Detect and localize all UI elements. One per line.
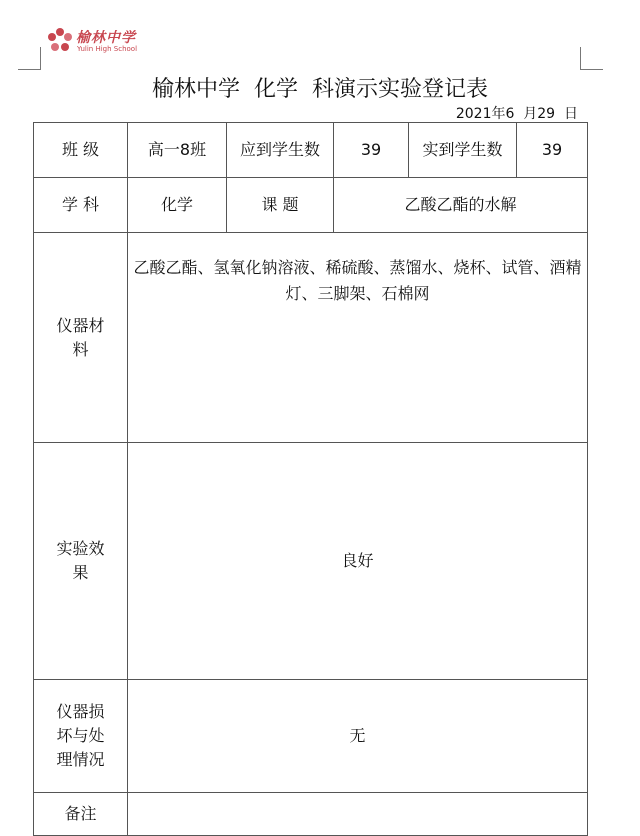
actual-students-value: 39 xyxy=(517,123,588,178)
damage-value: 无 xyxy=(128,680,588,793)
expected-students-value: 39 xyxy=(334,123,409,178)
flower-logo-icon xyxy=(46,26,74,54)
remarks-value xyxy=(128,793,588,836)
effect-value: 良好 xyxy=(128,443,588,680)
logo-school-english: Yulin High School xyxy=(77,45,138,53)
class-label: 班 级 xyxy=(34,123,128,178)
margin-corner-mark-left xyxy=(18,47,41,70)
form-row-materials xyxy=(34,233,588,443)
form-row-remarks xyxy=(34,793,588,836)
form-row-class xyxy=(34,123,588,178)
actual-students-label: 实到学生数 xyxy=(409,123,517,178)
subject-label: 学 科 xyxy=(34,178,128,233)
form-row-effect xyxy=(34,443,588,680)
record-date: 2021年6 月29 日 xyxy=(455,106,578,122)
page-title: 榆林中学 化学 科演示实验登记表 xyxy=(152,77,488,102)
damage-label: 仪器损坏与处理情况 xyxy=(56,702,105,769)
topic-label: 课 题 xyxy=(227,178,334,233)
materials-label-cell xyxy=(34,233,128,443)
expected-students-label: 应到学生数 xyxy=(227,123,334,178)
registration-form-table xyxy=(33,122,588,836)
class-value: 高一8班 xyxy=(128,123,227,178)
damage-label-cell xyxy=(34,680,128,793)
effect-label: 实验效果 xyxy=(56,539,105,582)
remarks-label: 备注 xyxy=(34,793,128,836)
form-row-subject xyxy=(34,178,588,233)
form-row-damage xyxy=(34,680,588,793)
subject-value: 化学 xyxy=(128,178,227,233)
materials-value: 乙酸乙酯、氢氧化钠溶液、稀硫酸、蒸馏水、烧杯、试管、酒精灯、三脚架、石棉网 xyxy=(128,233,588,443)
effect-label-cell xyxy=(34,443,128,680)
topic-value: 乙酸乙酯的水解 xyxy=(334,178,588,233)
materials-label: 仪器材料 xyxy=(56,315,105,359)
school-logo xyxy=(46,26,156,56)
logo-school-name: 榆林中学 xyxy=(76,30,136,46)
margin-corner-mark-right xyxy=(580,47,603,70)
